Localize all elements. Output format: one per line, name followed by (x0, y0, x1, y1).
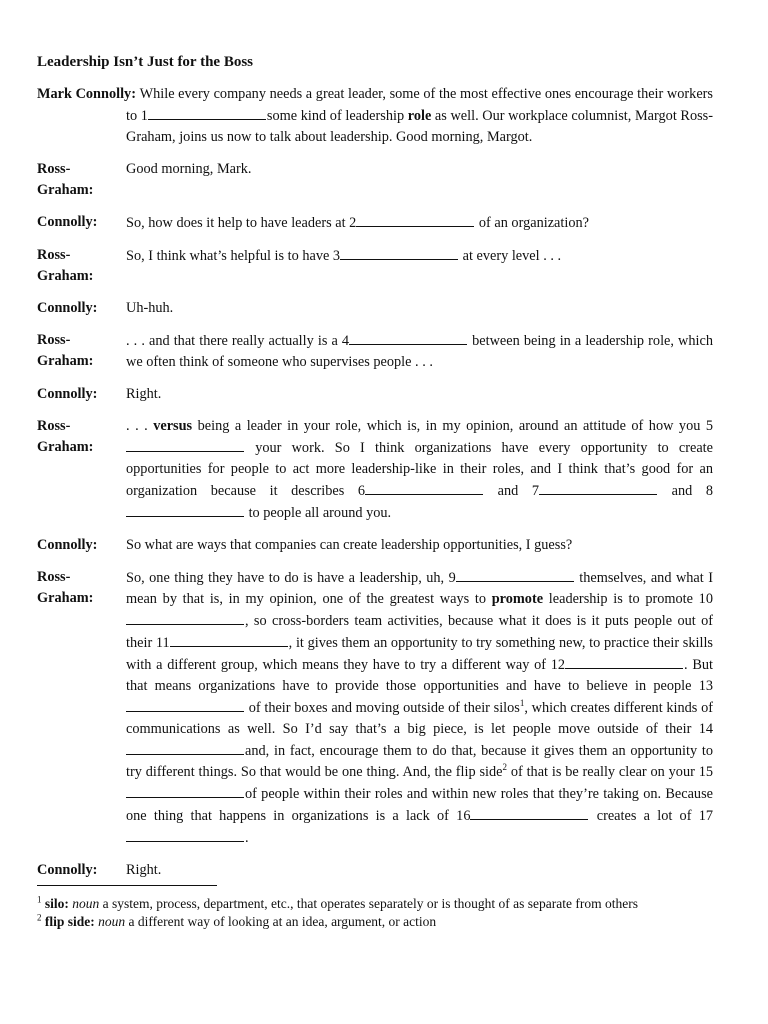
speaker-label: Ross-Graham: (37, 569, 94, 606)
speech-text: . . . and that there really actually is a 4 between being in a leadership role, which we often think of someone who supervises people . . . (126, 330, 713, 373)
fill-in-blank[interactable] (148, 105, 266, 120)
speaker-label: Mark Connolly: (37, 86, 136, 102)
speaker-label: Connolly: (37, 386, 98, 402)
footnote-term: silo: (44, 896, 69, 911)
speaker-label: Connolly: (37, 300, 98, 316)
footnote-pos: noun (98, 914, 126, 929)
fill-in-blank[interactable] (126, 502, 244, 517)
dialogue-turn (37, 567, 713, 849)
footnote-divider (37, 885, 217, 886)
footnote-definition: a system, process, department, etc., that operates separately or is thought of as separate from others (102, 896, 638, 911)
footnote-term: flip side: (44, 914, 95, 929)
dialogue-turn (37, 416, 713, 524)
footnote-number: 2 (37, 912, 42, 923)
footnote-1 (37, 895, 737, 913)
speech-text: So, I think what’s helpful is to have 3 at every level . . . (126, 245, 713, 287)
dialogue-turn (37, 159, 713, 201)
fill-in-blank[interactable] (470, 805, 588, 820)
footnote-number: 1 (37, 894, 42, 905)
page-title: Leadership Isn’t Just for the Boss (37, 54, 253, 70)
dialogue-turn (37, 330, 713, 373)
speaker-label: Connolly: (37, 537, 98, 553)
speech-text: So what are ways that companies can create leadership opportunities, I guess? (126, 537, 573, 553)
fill-in-blank[interactable] (349, 330, 467, 345)
fill-in-blank[interactable] (365, 480, 483, 495)
dialogue-turn (37, 212, 713, 234)
fill-in-blank[interactable] (126, 697, 244, 712)
dialogue-turn (37, 535, 713, 556)
speaker-label: Ross-Graham: (37, 161, 94, 198)
speech-text: . . . versus being a leader in your role, which is, in my opinion, around an attitude of how you 5 your work. So I think organizations have every opportunity to create opportunities for people to act more leadership-like in their roles, and I think that’s good for an organization because it describes 6 and 7 and 8 to people all around you. (126, 418, 713, 521)
footnote-ref: 1 (519, 698, 525, 709)
dialogue-turn (37, 245, 713, 287)
fill-in-blank[interactable] (539, 480, 657, 495)
footnote-ref: 2 (502, 762, 507, 773)
speech-text: While every company needs a great leader, some of the most effective ones encourage their workers to 1 some kind of leadership role as well. Our workplace columnist, Margot Ross-Graham, joins us now to talk about leadership. Good morning, Margot. (126, 86, 714, 145)
emphasized-word: role (407, 108, 432, 124)
fill-in-blank[interactable] (126, 437, 244, 452)
fill-in-blank[interactable] (126, 740, 244, 755)
footnote-definition: a different way of looking at an idea, argument, or action (128, 914, 437, 929)
speech-text: So, one thing they have to do is have a leadership, uh, 9 themselves, and what I mean by that is, in my opinion, one of the greatest ways to promote leadership is to promote 10, so cross-borders team activities, because what it does is it puts people out of their 11 , it gives them an opportunity to try something new, to practice their skills with a different group, which means they have to try a different way of 12 . But that means organizations have to provide those opportunities and have to believe in people 13 of their boxes and moving outside of their silos$^1$, which creates different kinds of communications as well. So I’d say that’s a big piece, is let people move outside of their 14and, in fact, encourage them to do that, because it gives them an opportunity to try different things. So that would be one thing. And, the flip side$^2$ of that is be really clear on your 15of people within their roles and within new roles that they’re taking on. Because one thing that happens in organizations is a lack of 16 creates a lot of 17. (126, 567, 713, 849)
speaker-label: Connolly: (37, 862, 98, 878)
fill-in-blank[interactable] (565, 654, 683, 669)
fill-in-blank[interactable] (126, 610, 244, 625)
fill-in-blank[interactable] (356, 212, 474, 227)
fill-in-blank[interactable] (170, 632, 288, 647)
dialogue-turn (37, 298, 713, 319)
dialogue-turn (37, 384, 713, 405)
speaker-label: Connolly: (37, 214, 98, 230)
footnote-2 (37, 913, 737, 931)
speech-text: Good morning, Mark. (126, 161, 252, 177)
speech-text: Right. (126, 386, 162, 402)
fill-in-blank[interactable] (126, 783, 244, 798)
speaker-label: Ross-Graham: (37, 418, 94, 455)
emphasized-word: promote (491, 591, 544, 607)
speech-text: Uh-huh. (126, 300, 174, 316)
emphasized-word: versus (153, 418, 193, 434)
dialogue-turn (37, 860, 713, 881)
fill-in-blank[interactable] (340, 245, 458, 260)
speaker-label: Ross-Graham: (37, 247, 94, 284)
speech-text: Right. (126, 862, 162, 878)
dialogue (37, 84, 713, 881)
fill-in-blank[interactable] (126, 827, 244, 842)
dialogue-turn (37, 84, 713, 148)
fill-in-blank[interactable] (456, 567, 574, 582)
footnote-pos: noun (72, 896, 100, 911)
speech-text: So, how does it help to have leaders at 2 of an organization? (126, 212, 713, 234)
transcript-page (37, 52, 713, 892)
speaker-label: Ross-Graham: (37, 332, 94, 369)
